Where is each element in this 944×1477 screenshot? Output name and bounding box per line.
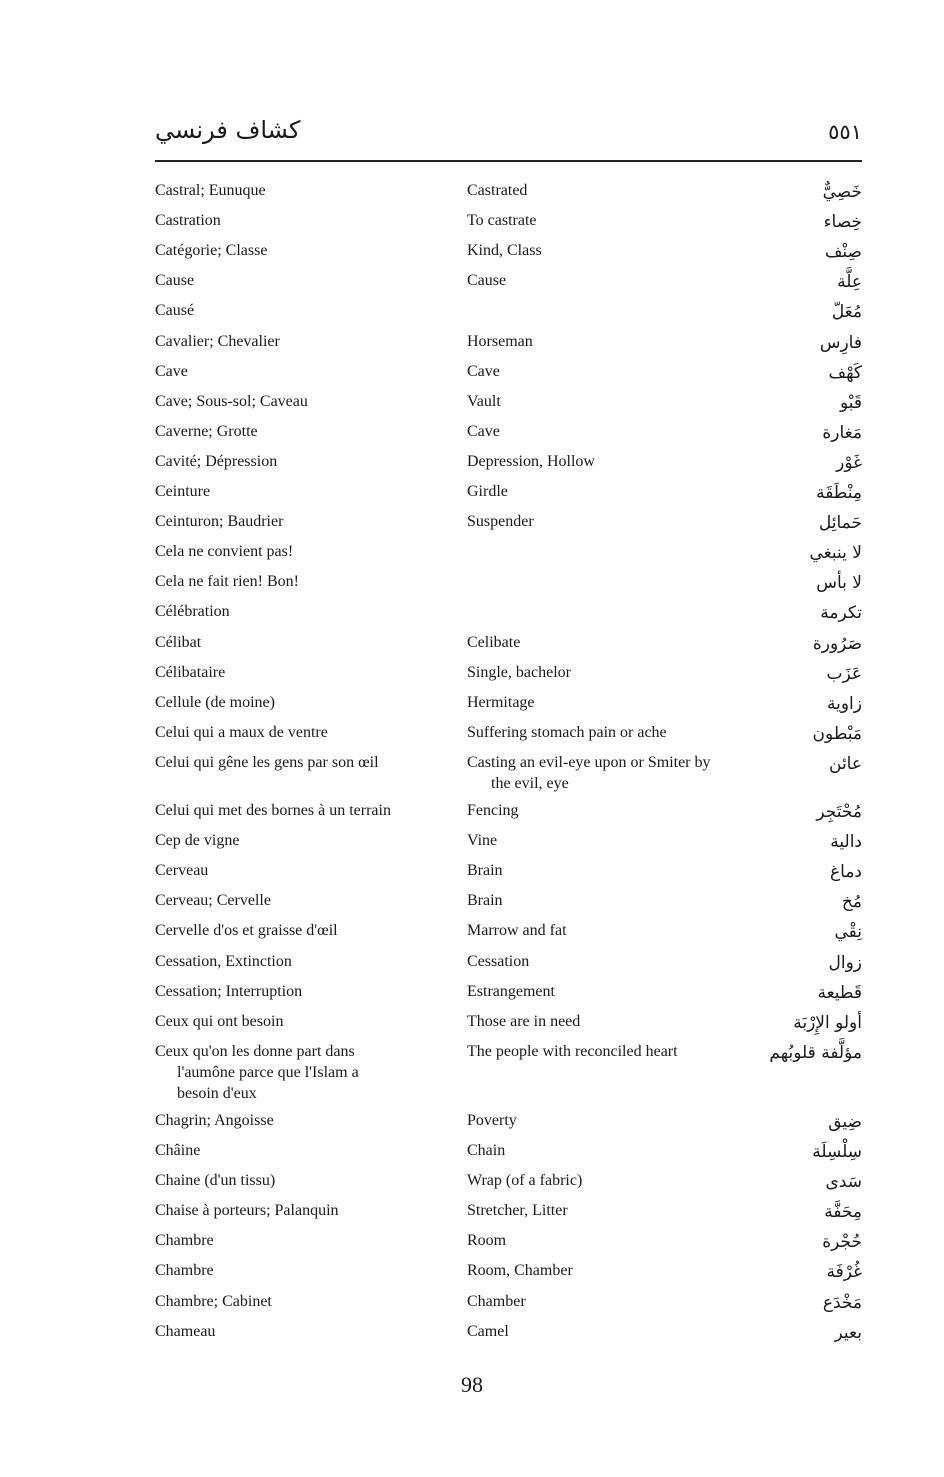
arabic-term: لا ينبغي: [809, 543, 862, 564]
arabic-term: عِلَّة: [837, 272, 862, 293]
english-gloss: [467, 890, 767, 911]
french-term: [155, 662, 455, 683]
english-gloss-text: Chain: [467, 1142, 506, 1159]
french-term-text: Ceux qu'on les donne part dans: [155, 1042, 355, 1060]
english-gloss-text: Horseman: [467, 332, 533, 350]
english-gloss: [467, 1321, 767, 1342]
english-gloss-text: Camel: [467, 1322, 509, 1340]
arabic-term: سِلْسِلَة: [812, 1142, 862, 1162]
english-gloss-text: Room: [467, 1232, 507, 1250]
french-term-text: Causé: [155, 302, 195, 320]
french-term: [155, 1170, 455, 1191]
english-gloss: [467, 210, 767, 231]
french-term: [155, 481, 455, 502]
header-page-number: ٥٥١: [828, 120, 862, 144]
english-gloss-text: The people with reconciled heart: [467, 1042, 678, 1060]
running-header: [155, 112, 862, 162]
english-gloss: [467, 331, 767, 352]
english-gloss-text: Hermitage: [467, 693, 535, 711]
arabic-term: قَبْو: [839, 392, 862, 413]
arabic-term: زوال: [828, 952, 862, 973]
header-title: كشاف فرنسي: [155, 116, 301, 144]
arabic-term: دالية: [830, 832, 862, 853]
english-gloss-text: Cause: [467, 272, 507, 290]
english-gloss-text: Fencing: [467, 802, 519, 819]
french-term-text: Cave: [155, 362, 188, 380]
french-term: [155, 1230, 455, 1251]
english-gloss: [467, 391, 767, 412]
arabic-term: دماغ: [830, 862, 862, 883]
english-gloss-text: Stretcher, Litter: [467, 1202, 568, 1220]
french-term: [155, 981, 455, 1002]
french-term: [155, 1291, 455, 1312]
english-gloss: [467, 1230, 767, 1251]
arabic-term: مَبْطون: [812, 723, 862, 744]
french-term-text: Cerveau: [155, 862, 209, 880]
english-gloss: [467, 1041, 767, 1062]
french-term-text: Cause: [155, 272, 195, 290]
english-gloss: [467, 920, 767, 941]
french-term: [155, 800, 455, 821]
french-term-text: Cervelle d'os et graisse d'œil: [155, 922, 338, 940]
french-term-text: Châine: [155, 1142, 201, 1159]
english-gloss: [467, 830, 767, 851]
arabic-term: نِقْي: [834, 922, 862, 943]
english-gloss-text: Poverty: [467, 1111, 517, 1129]
arabic-term: ضِيق: [828, 1111, 862, 1132]
english-gloss-text: Chamber: [467, 1292, 526, 1310]
english-gloss: [467, 1170, 767, 1191]
english-gloss: [467, 632, 767, 653]
french-term-text: Catégorie; Classe: [155, 242, 268, 260]
french-term-text: Cep de vigne: [155, 832, 240, 850]
english-gloss: [467, 1110, 767, 1131]
english-gloss: [467, 421, 767, 442]
english-gloss: [467, 981, 767, 1002]
english-gloss: [467, 180, 767, 201]
french-term: [155, 1200, 455, 1221]
french-term-text: Célébration: [155, 603, 230, 621]
french-term-continuation: besoin d'eux: [177, 1084, 257, 1102]
french-term: [155, 451, 455, 472]
arabic-term: لا بأس: [816, 573, 862, 594]
french-term: [155, 1011, 455, 1032]
french-term-text: Celui qui a maux de ventre: [155, 723, 328, 741]
arabic-term: مِحَفَّة: [824, 1202, 862, 1223]
arabic-term: مَخْدَع: [822, 1292, 862, 1313]
english-gloss-text: Castrated: [467, 182, 528, 199]
english-gloss: [467, 662, 767, 683]
french-term: [155, 300, 455, 321]
french-term-text: Chaine (d'un tissu): [155, 1172, 276, 1190]
english-gloss-text: Cave: [467, 422, 500, 440]
english-gloss-text: Single, bachelor: [467, 663, 571, 681]
arabic-term: عائن: [829, 753, 862, 774]
french-term: [155, 1041, 455, 1104]
french-term: [155, 1140, 455, 1161]
french-term-text: Cavalier; Chevalier: [155, 332, 280, 350]
english-gloss: [467, 481, 767, 502]
english-gloss-text: Cessation: [467, 952, 530, 970]
french-term: [155, 1321, 455, 1342]
french-term-text: Cave; Sous-sol; Caveau: [155, 392, 308, 410]
arabic-term: خَصِيٌّ: [822, 182, 862, 202]
arabic-term: مؤلَّفة قلوبُهم: [769, 1042, 862, 1063]
english-gloss-text: Kind, Class: [467, 242, 542, 260]
english-gloss-continuation: the evil, eye: [491, 774, 569, 792]
english-gloss-text: Suspender: [467, 513, 534, 531]
english-gloss: [467, 860, 767, 881]
english-gloss-text: Brain: [467, 862, 503, 880]
arabic-term: مُخ: [841, 892, 862, 913]
french-term: [155, 270, 455, 291]
french-term-text: Ceux qui ont besoin: [155, 1012, 284, 1030]
french-term: [155, 541, 455, 562]
french-term-text: Chameau: [155, 1322, 216, 1340]
french-term-text: Castral; Eunuque: [155, 182, 266, 199]
english-gloss: [467, 361, 767, 382]
english-gloss: [467, 1260, 767, 1281]
french-term: [155, 1260, 455, 1281]
french-term: [155, 571, 455, 592]
english-gloss-text: Depression, Hollow: [467, 452, 595, 470]
english-gloss: [467, 451, 767, 472]
english-gloss: [467, 270, 767, 291]
english-gloss: [467, 1291, 767, 1312]
french-term: [155, 240, 455, 261]
english-gloss: [467, 800, 767, 821]
french-term-text: Castration: [155, 212, 221, 230]
arabic-term: عَزَب: [826, 663, 862, 684]
french-term: [155, 951, 455, 972]
arabic-term: صِنْف: [824, 242, 862, 263]
french-term: [155, 601, 455, 622]
french-term-text: Chambre: [155, 1232, 214, 1250]
french-term-text: Chambre: [155, 1262, 214, 1280]
arabic-term: كَهْف: [828, 362, 862, 383]
french-term: [155, 830, 455, 851]
french-term: [155, 1110, 455, 1131]
french-term: [155, 890, 455, 911]
english-gloss: [467, 240, 767, 261]
english-gloss-text: Celibate: [467, 633, 521, 651]
page-number: 98: [461, 1372, 483, 1397]
english-gloss: [467, 1011, 767, 1032]
arabic-term: حَمائِل: [818, 513, 862, 534]
arabic-term: زاوية: [827, 693, 862, 714]
english-gloss: [467, 951, 767, 972]
french-term: [155, 391, 455, 412]
french-term: [155, 331, 455, 352]
english-gloss: [467, 1140, 767, 1161]
french-term-text: Cavité; Dépression: [155, 452, 278, 470]
arabic-term: مُحْتَجِر: [816, 802, 862, 822]
arabic-term: صَرُورة: [812, 633, 862, 654]
english-gloss-text: Vine: [467, 832, 498, 850]
arabic-term: قَطيعة: [817, 982, 862, 1003]
french-term-text: Cela ne convient pas!: [155, 543, 294, 561]
english-gloss-text: Suffering stomach pain or ache: [467, 723, 667, 741]
french-term: [155, 752, 455, 773]
french-term: [155, 632, 455, 653]
arabic-term: بعير: [834, 1322, 862, 1343]
arabic-term: تكرمة: [820, 603, 862, 624]
french-term-text: Cessation, Extinction: [155, 952, 292, 970]
english-gloss: [467, 1200, 767, 1221]
french-term: [155, 210, 455, 231]
french-term: [155, 361, 455, 382]
french-term-text: Ceinturon; Baudrier: [155, 513, 284, 531]
french-term-text: Ceinture: [155, 483, 211, 500]
english-gloss: [467, 722, 767, 743]
french-term: [155, 860, 455, 881]
english-gloss-text: Estrangement: [467, 982, 555, 1000]
english-gloss: [467, 752, 767, 794]
arabic-term: مَغارة: [822, 422, 862, 443]
french-term-text: Chambre; Cabinet: [155, 1292, 272, 1310]
english-gloss-text: Room, Chamber: [467, 1262, 573, 1280]
french-term-text: Chagrin; Angoisse: [155, 1111, 274, 1129]
english-gloss-text: Wrap (of a fabric): [467, 1172, 583, 1190]
french-term-text: Cerveau; Cervelle: [155, 892, 271, 910]
english-gloss-text: Casting an evil-eye upon or Smiter by: [467, 753, 711, 771]
french-term-text: Cessation; Interruption: [155, 982, 303, 1000]
english-gloss: [467, 692, 767, 713]
english-gloss: [467, 511, 767, 532]
arabic-term: فارِس: [819, 332, 862, 353]
french-term: [155, 920, 455, 941]
english-gloss-text: Marrow and fat: [467, 922, 567, 940]
french-term-text: Celui qui met des bornes à un terrain: [155, 802, 391, 819]
arabic-term: أولو الإِرْبَة: [793, 1012, 862, 1033]
french-term: [155, 511, 455, 532]
arabic-term: مُعَلّ: [831, 302, 862, 323]
english-gloss-text: Girdle: [467, 483, 508, 500]
arabic-term: غُرْفَة: [826, 1262, 862, 1283]
french-term-text: Célibat: [155, 633, 202, 651]
french-term-text: Cela ne fait rien! Bon!: [155, 573, 299, 591]
french-term: [155, 180, 455, 201]
english-gloss-text: To castrate: [467, 212, 537, 230]
french-term-text: Celui qui gêne les gens par son œil: [155, 753, 379, 771]
french-term-text: Chaise à porteurs; Palanquin: [155, 1202, 339, 1220]
english-gloss-text: Cave: [467, 362, 500, 380]
arabic-term: سَدى: [825, 1172, 862, 1193]
english-gloss-text: Those are in need: [467, 1012, 581, 1030]
french-term-continuation: l'aumône parce que l'Islam a: [177, 1063, 359, 1081]
arabic-term: حُجْرة: [822, 1232, 862, 1253]
french-term: [155, 722, 455, 743]
arabic-term: غَوْر: [836, 452, 862, 473]
arabic-term: خِصاء: [823, 212, 862, 233]
french-term-text: Caverne; Grotte: [155, 422, 258, 440]
french-term-text: Cellule (de moine): [155, 693, 275, 711]
english-gloss-text: Brain: [467, 892, 503, 910]
french-term: [155, 692, 455, 713]
french-term-text: Célibataire: [155, 663, 226, 681]
arabic-term: مِنْطَقَة: [816, 483, 862, 503]
french-term: [155, 421, 455, 442]
english-gloss-text: Vault: [467, 392, 501, 410]
